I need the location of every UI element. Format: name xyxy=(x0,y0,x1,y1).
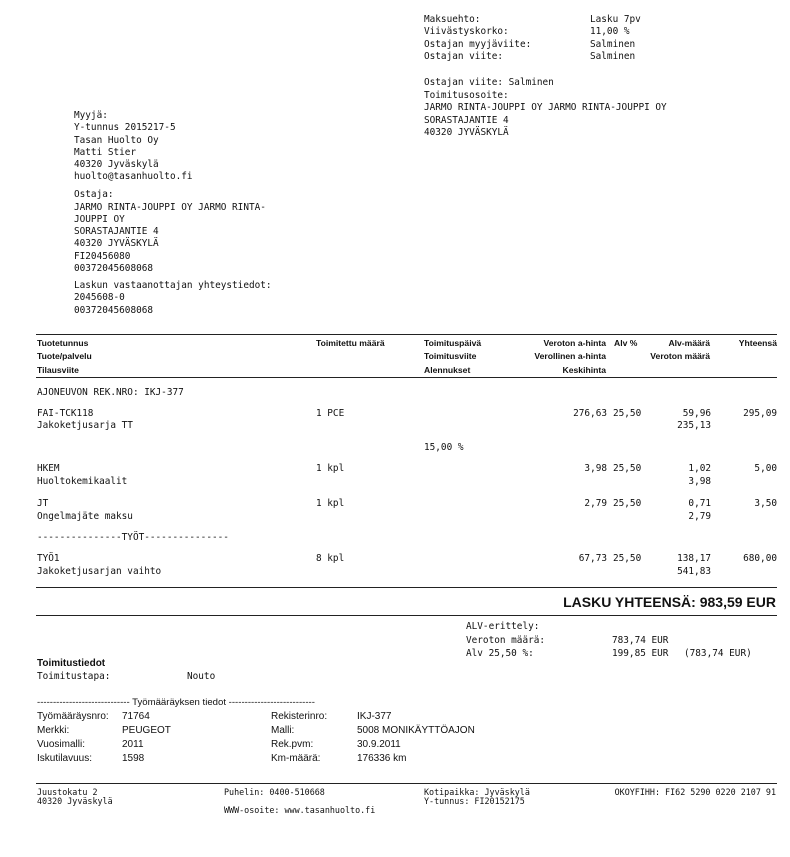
item-net-amount: 2,79 xyxy=(688,511,711,522)
term-label: Ostajan myyjäviite: xyxy=(424,39,532,50)
work-order-value: 30.9.2011 xyxy=(357,739,401,750)
work-order-label: Vuosimalli: xyxy=(37,739,85,750)
buyer-line: 00372045608068 xyxy=(74,263,154,274)
footer-address: 40320 Jyväskylä xyxy=(37,796,113,806)
vat-rate-label: Alv 25,50 %: xyxy=(466,648,534,659)
buyer-line: JARMO RINTA-JOUPPI OY JARMO RINTA- xyxy=(74,202,266,213)
buyer-line: JOUPPI OY xyxy=(74,214,125,225)
work-order-value: 5008 MONIKÄYTTÖAJON xyxy=(357,725,475,736)
grand-total-rule xyxy=(36,615,777,616)
delivery-address-heading: Toimitusosoite: xyxy=(424,90,509,101)
item-code: JT xyxy=(37,498,49,509)
vehicle-reg-line: AJONEUVON REK.NRO: IKJ-377 xyxy=(37,387,184,398)
term-label: Maksuehto: xyxy=(424,14,481,25)
col-order-ref: Tilausviite xyxy=(37,365,79,375)
item-total: 5,00 xyxy=(754,463,777,474)
work-order-value: PEUGEOT xyxy=(122,725,171,736)
work-order-label: Km-määrä: xyxy=(271,753,321,764)
item-total: 680,00 xyxy=(743,553,777,564)
work-order-value: 1598 xyxy=(122,753,145,764)
buyer-heading: Ostaja: xyxy=(74,189,114,200)
work-order-value: 2011 xyxy=(122,739,144,750)
item-name: Huoltokemikaalit xyxy=(37,476,128,487)
item-unit-price: 67,73 xyxy=(578,553,607,564)
footer-website: WWW-osoite: www.tasanhuolto.fi xyxy=(224,805,376,815)
item-vat-pct: 25,50 xyxy=(613,408,642,419)
recipient-heading: Laskun vastaanottajan yhteystiedot: xyxy=(74,280,272,291)
work-order-label: Työmääräysnro: xyxy=(37,711,109,722)
vat-net-label: Veroton määrä: xyxy=(466,635,546,646)
item-name: Jakoketjusarja TT xyxy=(37,420,133,431)
work-order-label: Malli: xyxy=(271,725,295,736)
item-vat-amount: 138,17 xyxy=(677,553,711,564)
delivery-address-line: JARMO RINTA-JOUPPI OY JARMO RINTA-JOUPPI OY xyxy=(424,102,667,113)
col-vat-pct: Alv % xyxy=(614,338,638,348)
work-order-label: Rekisterinro: xyxy=(271,711,328,722)
recipient-line: 2045608-0 xyxy=(74,292,125,303)
footer-address: Juustokatu 2 xyxy=(37,787,98,797)
item-unit-price: 2,79 xyxy=(584,498,607,509)
buyer-line: SORASTAJANTIE 4 xyxy=(74,226,159,237)
col-gross-unit: Verollinen a-hinta xyxy=(534,351,606,361)
work-order-value: 71764 xyxy=(122,711,150,722)
buyer-reference: Ostajan viite: Salminen xyxy=(424,77,554,88)
work-order-label: Rek.pvm: xyxy=(271,739,314,750)
delivery-method-label: Toimitustapa: xyxy=(37,671,111,682)
col-vat-amount: Alv-määrä xyxy=(668,338,710,348)
seller-line: Y-tunnus 2015217-5 xyxy=(74,122,176,133)
col-discounts: Alennukset xyxy=(424,365,471,375)
footer-rule xyxy=(36,783,777,784)
col-total: Yhteensä xyxy=(738,338,777,348)
vat-rate-value: 199,85 EUR xyxy=(612,648,669,659)
buyer-line: FI20456080 xyxy=(74,251,131,262)
seller-line: 40320 Jyväskylä xyxy=(74,159,159,170)
item-net-amount: 235,13 xyxy=(677,420,711,431)
item-vat-amount: 1,02 xyxy=(688,463,711,474)
footer-bank-account: OKOYFIHH: FI62 5290 0220 2107 91 xyxy=(614,787,776,797)
term-value: Salminen xyxy=(590,51,636,62)
work-order-value: 176336 km xyxy=(357,753,407,764)
seller-line: Tasan Huolto Oy xyxy=(74,135,159,146)
item-code: TYÖ1 xyxy=(37,553,60,564)
item-net-amount: 3,98 xyxy=(688,476,711,487)
footer-domicile: Kotipaikka: Jyväskylä xyxy=(424,787,530,797)
item-discount: 15,00 % xyxy=(424,442,464,453)
work-order-label: Merkki: xyxy=(37,725,70,736)
delivery-address-line: 40320 JYVÄSKYLÄ xyxy=(424,127,509,138)
col-delivery-ref: Toimitusviite xyxy=(424,351,477,361)
seller-heading: Myyjä: xyxy=(74,110,108,121)
item-name: Jakoketjusarjan vaihto xyxy=(37,566,162,577)
item-qty: 1 PCE xyxy=(316,408,345,419)
item-vat-pct: 25,50 xyxy=(613,553,642,564)
col-delivery-date: Toimituspäivä xyxy=(424,338,482,348)
footer-phone: Puhelin: 0400-510668 xyxy=(224,787,325,797)
buyer-line: 40320 JYVÄSKYLÄ xyxy=(74,238,159,249)
works-divider: ---------------TYÖT--------------- xyxy=(37,532,229,543)
item-net-amount: 541,83 xyxy=(677,566,711,577)
col-product-service: Tuote/palvelu xyxy=(37,351,92,361)
work-order-divider: ----------------------------- Työmääräyksen tiedot --------------------------- xyxy=(37,697,315,708)
item-total: 295,09 xyxy=(743,408,777,419)
table-top-rule xyxy=(36,334,777,335)
item-vat-amount: 0,71 xyxy=(688,498,711,509)
item-unit-price: 276,63 xyxy=(573,408,607,419)
recipient-line: 00372045608068 xyxy=(74,305,154,316)
item-vat-amount: 59,96 xyxy=(682,408,711,419)
col-net-unit: Veroton a-hinta xyxy=(543,338,606,348)
table-bottom-rule xyxy=(36,587,777,588)
seller-line: Matti Stier xyxy=(74,147,137,158)
term-label: Ostajan viite: xyxy=(424,51,504,62)
seller-email: huolto@tasanhuolto.fi xyxy=(74,171,193,182)
vat-rate-base: (783,74 EUR) xyxy=(684,648,752,659)
col-avg-price: Keskihinta xyxy=(562,365,606,375)
delivery-info-heading: Toimitustiedot xyxy=(37,658,106,669)
col-product-code: Tuotetunnus xyxy=(37,338,89,348)
item-qty: 1 kpl xyxy=(316,498,345,509)
item-name: Ongelmajäte maksu xyxy=(37,511,133,522)
col-delivered-qty: Toimitettu määrä xyxy=(316,338,385,348)
col-net-amount: Veroton määrä xyxy=(650,351,710,361)
item-code: HKEM xyxy=(37,463,60,474)
table-header-rule xyxy=(36,377,777,378)
item-vat-pct: 25,50 xyxy=(613,463,642,474)
term-value: 11,00 % xyxy=(590,26,630,37)
item-qty: 1 kpl xyxy=(316,463,345,474)
vat-breakdown-heading: ALV-erittely: xyxy=(466,621,540,632)
item-code: FAI-TCK118 xyxy=(37,408,94,419)
item-total: 3,50 xyxy=(754,498,777,509)
term-value: Salminen xyxy=(590,39,636,50)
item-unit-price: 3,98 xyxy=(584,463,607,474)
footer-business-id: Y-tunnus: FI20152175 xyxy=(424,796,525,806)
work-order-label: Iskutilavuus: xyxy=(37,753,93,764)
term-value: Lasku 7pv xyxy=(590,14,641,25)
delivery-method-value: Nouto xyxy=(187,671,216,682)
item-qty: 8 kpl xyxy=(316,553,345,564)
grand-total: LASKU YHTEENSÄ: 983,59 EUR xyxy=(563,594,776,610)
work-order-value: IKJ-377 xyxy=(357,711,392,722)
delivery-address-line: SORASTAJANTIE 4 xyxy=(424,115,509,126)
vat-net-value: 783,74 EUR xyxy=(612,635,669,646)
term-label: Viivästyskorko: xyxy=(424,26,509,37)
item-vat-pct: 25,50 xyxy=(613,498,642,509)
